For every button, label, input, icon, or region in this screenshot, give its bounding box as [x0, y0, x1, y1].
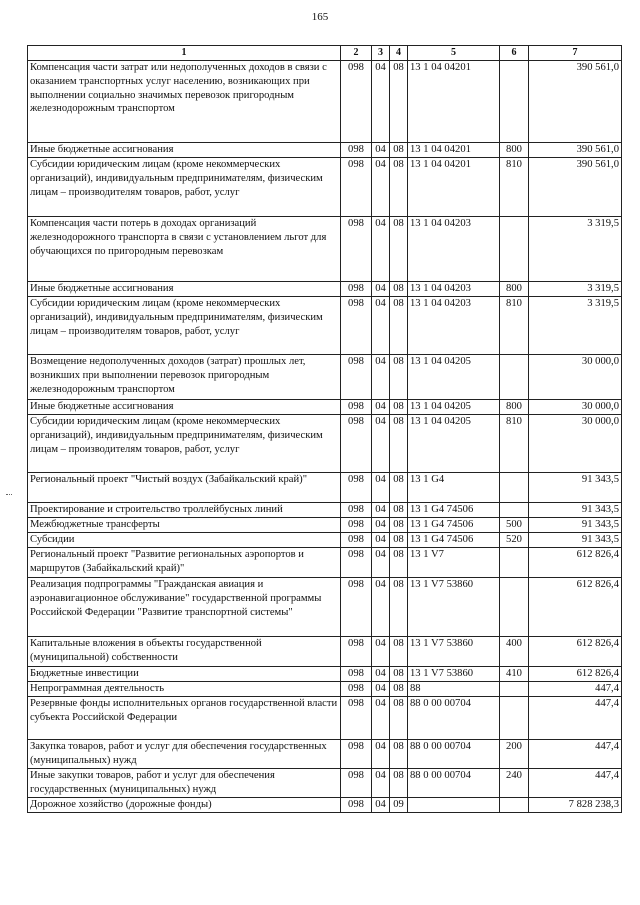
table-row	[28, 400, 622, 415]
col-4: 08	[390, 578, 408, 637]
col-5: 13 1 G4 74506	[408, 503, 500, 518]
col-2: 098	[341, 769, 372, 798]
col-3: 04	[372, 355, 390, 400]
col-7-amount: 91 343,5	[529, 503, 622, 518]
table-row	[28, 637, 622, 667]
col-7-amount: 447,4	[529, 697, 622, 740]
col-4: 08	[390, 61, 408, 143]
table-row	[28, 578, 622, 637]
col-6	[500, 217, 529, 282]
col-5: 13 1 04 04201	[408, 61, 500, 143]
col-7-amount: 3 319,5	[529, 282, 622, 297]
col-7-amount: 30 000,0	[529, 355, 622, 400]
col-7-amount: 7 828 238,3	[529, 798, 622, 813]
col-6	[500, 548, 529, 578]
col-6: 800	[500, 400, 529, 415]
col-4: 08	[390, 158, 408, 217]
col-6: 810	[500, 158, 529, 217]
col-4: 08	[390, 143, 408, 158]
col-7-amount: 30 000,0	[529, 400, 622, 415]
col-3: 04	[372, 798, 390, 813]
table-row	[28, 682, 622, 697]
col-3: 04	[372, 637, 390, 667]
row-name: Иные закупки товаров, работ и услуг для обеспечения государственных (муниципальных) нужд	[28, 769, 341, 798]
col-3: 04	[372, 415, 390, 473]
col-4: 08	[390, 355, 408, 400]
col-2: 098	[341, 158, 372, 217]
col-6: 240	[500, 769, 529, 798]
budget-table	[27, 45, 622, 813]
col-5: 13 1 G4 74506	[408, 518, 500, 533]
col-4: 08	[390, 548, 408, 578]
row-name: Субсидии юридическим лицам (кроме некоммерческих организаций), индивидуальным предпринимателям, физическим лицам – производителям товаров, работ, услуг	[28, 415, 341, 473]
col-5: 13 1 04 04203	[408, 217, 500, 282]
col-3: 04	[372, 297, 390, 355]
table-row	[28, 158, 622, 217]
table-row	[28, 503, 622, 518]
col-3: 04	[372, 400, 390, 415]
col-7-amount: 447,4	[529, 682, 622, 697]
table-row	[28, 415, 622, 473]
col-7-amount: 390 561,0	[529, 61, 622, 143]
table-row	[28, 61, 622, 143]
col-6: 810	[500, 415, 529, 473]
col-3: 04	[372, 158, 390, 217]
header-row	[28, 46, 622, 61]
col-2: 098	[341, 533, 372, 548]
col-2: 098	[341, 798, 372, 813]
col-3: 04	[372, 282, 390, 297]
row-name: Закупка товаров, работ и услуг для обеспечения государственных (муниципальных) нужд	[28, 740, 341, 769]
row-name: Бюджетные инвестиции	[28, 667, 341, 682]
col-5: 13 1 V7	[408, 548, 500, 578]
col-6	[500, 355, 529, 400]
col-2: 098	[341, 740, 372, 769]
col-4: 08	[390, 533, 408, 548]
col-6: 810	[500, 297, 529, 355]
col-4: 08	[390, 682, 408, 697]
col-6	[500, 61, 529, 143]
row-name: Иные бюджетные ассигнования	[28, 143, 341, 158]
col-5: 13 1 V7 53860	[408, 667, 500, 682]
col-6: 500	[500, 518, 529, 533]
col-2: 098	[341, 667, 372, 682]
row-name: Непрограммная деятельность	[28, 682, 341, 697]
col-6	[500, 697, 529, 740]
col-4: 08	[390, 697, 408, 740]
col-2: 098	[341, 682, 372, 697]
row-name: Субсидии юридическим лицам (кроме некоммерческих организаций), индивидуальным предпринимателям, физическим лицам – производителям товаров, работ, услуг	[28, 297, 341, 355]
table-row	[28, 533, 622, 548]
header-col-4: 4	[390, 46, 408, 61]
col-4: 08	[390, 400, 408, 415]
col-3: 04	[372, 533, 390, 548]
col-5: 13 1 G4	[408, 473, 500, 503]
page-number: 165	[311, 11, 329, 23]
row-name: Компенсация части потерь в доходах организаций железнодорожного транспорта в связи с установлением льгот для обучающихся по пригородным перевозкам	[28, 217, 341, 282]
col-7-amount: 91 343,5	[529, 533, 622, 548]
col-3: 04	[372, 740, 390, 769]
col-7-amount: 91 343,5	[529, 518, 622, 533]
col-2: 098	[341, 518, 372, 533]
col-4: 08	[390, 667, 408, 682]
col-5: 88 0 00 00704	[408, 740, 500, 769]
col-7-amount: 612 826,4	[529, 637, 622, 667]
table-row	[28, 473, 622, 503]
col-5: 13 1 04 04205	[408, 355, 500, 400]
table-row	[28, 217, 622, 282]
header-col-1: 1	[28, 46, 341, 61]
table-row	[28, 798, 622, 813]
header-col-2: 2	[341, 46, 372, 61]
col-4: 08	[390, 297, 408, 355]
col-6	[500, 473, 529, 503]
header-col-3: 3	[372, 46, 390, 61]
margin-mark	[6, 494, 12, 496]
table-row	[28, 697, 622, 740]
col-2: 098	[341, 143, 372, 158]
col-7-amount: 3 319,5	[529, 297, 622, 355]
col-2: 098	[341, 355, 372, 400]
col-3: 04	[372, 61, 390, 143]
col-3: 04	[372, 548, 390, 578]
row-name: Компенсация части затрат или недополученных доходов в связи с оказанием транспортных услуг населению, возникающих при выполнении социально значимых перевозок пригородным железнодорожным транспортом	[28, 61, 341, 143]
col-7-amount: 30 000,0	[529, 415, 622, 473]
col-2: 098	[341, 548, 372, 578]
col-3: 04	[372, 769, 390, 798]
col-2: 098	[341, 282, 372, 297]
col-7-amount: 447,4	[529, 769, 622, 798]
col-7-amount: 390 561,0	[529, 158, 622, 217]
col-2: 098	[341, 217, 372, 282]
col-3: 04	[372, 217, 390, 282]
table-row	[28, 297, 622, 355]
col-7-amount: 390 561,0	[529, 143, 622, 158]
col-2: 098	[341, 503, 372, 518]
col-3: 04	[372, 667, 390, 682]
col-5: 13 1 V7 53860	[408, 578, 500, 637]
table-row	[28, 548, 622, 578]
col-4: 08	[390, 473, 408, 503]
col-2: 098	[341, 473, 372, 503]
col-5: 13 1 G4 74506	[408, 533, 500, 548]
col-7-amount: 612 826,4	[529, 667, 622, 682]
table-row	[28, 518, 622, 533]
col-5: 13 1 04 04205	[408, 415, 500, 473]
row-name: Резервные фонды исполнительных органов государственной власти субъекта Российской Федерации	[28, 697, 341, 740]
table-body	[28, 61, 622, 813]
col-5	[408, 798, 500, 813]
col-6: 410	[500, 667, 529, 682]
row-name: Дорожное хозяйство (дорожные фонды)	[28, 798, 341, 813]
table-row	[28, 282, 622, 297]
col-5: 88 0 00 00704	[408, 697, 500, 740]
col-6: 800	[500, 143, 529, 158]
col-5: 13 1 04 04203	[408, 282, 500, 297]
col-3: 04	[372, 518, 390, 533]
header-col-7: 7	[529, 46, 622, 61]
row-name: Иные бюджетные ассигнования	[28, 400, 341, 415]
col-7-amount: 447,4	[529, 740, 622, 769]
col-5: 88	[408, 682, 500, 697]
col-5: 13 1 04 04203	[408, 297, 500, 355]
col-2: 098	[341, 61, 372, 143]
col-2: 098	[341, 400, 372, 415]
col-3: 04	[372, 143, 390, 158]
table-row	[28, 143, 622, 158]
col-5: 13 1 V7 53860	[408, 637, 500, 667]
col-5: 13 1 04 04205	[408, 400, 500, 415]
row-name: Капитальные вложения в объекты государственной (муниципальной) собственности	[28, 637, 341, 667]
col-2: 098	[341, 697, 372, 740]
row-name: Региональный проект "Развитие региональных аэропортов и маршрутов (Забайкальский край)"	[28, 548, 341, 578]
row-name: Иные бюджетные ассигнования	[28, 282, 341, 297]
col-6	[500, 682, 529, 697]
col-4: 08	[390, 518, 408, 533]
col-2: 098	[341, 637, 372, 667]
col-6: 200	[500, 740, 529, 769]
col-4: 08	[390, 637, 408, 667]
col-3: 04	[372, 473, 390, 503]
col-4: 08	[390, 415, 408, 473]
col-2: 098	[341, 297, 372, 355]
col-6	[500, 578, 529, 637]
col-5: 88 0 00 00704	[408, 769, 500, 798]
col-6: 800	[500, 282, 529, 297]
col-6	[500, 503, 529, 518]
col-6	[500, 798, 529, 813]
col-7-amount: 91 343,5	[529, 473, 622, 503]
col-3: 04	[372, 682, 390, 697]
col-4: 09	[390, 798, 408, 813]
col-4: 08	[390, 740, 408, 769]
col-4: 08	[390, 769, 408, 798]
row-name: Межбюджетные трансферты	[28, 518, 341, 533]
col-4: 08	[390, 282, 408, 297]
col-7-amount: 612 826,4	[529, 578, 622, 637]
row-name: Возмещение недополученных доходов (затрат) прошлых лет, возникших при выполнении перевозок пригородным железнодорожным транспортом	[28, 355, 341, 400]
table-row	[28, 355, 622, 400]
col-4: 08	[390, 503, 408, 518]
row-name: Проектирование и строительство троллейбусных линий	[28, 503, 341, 518]
header-col-6: 6	[500, 46, 529, 61]
col-3: 04	[372, 697, 390, 740]
row-name: Субсидии юридическим лицам (кроме некоммерческих организаций), индивидуальным предпринимателям, физическим лицам – производителям товаров, работ, услуг	[28, 158, 341, 217]
col-6: 400	[500, 637, 529, 667]
col-5: 13 1 04 04201	[408, 143, 500, 158]
col-3: 04	[372, 503, 390, 518]
header-col-5: 5	[408, 46, 500, 61]
col-2: 098	[341, 415, 372, 473]
col-2: 098	[341, 578, 372, 637]
col-5: 13 1 04 04201	[408, 158, 500, 217]
table-row	[28, 740, 622, 769]
row-name: Субсидии	[28, 533, 341, 548]
table-row	[28, 667, 622, 682]
col-6: 520	[500, 533, 529, 548]
col-7-amount: 612 826,4	[529, 548, 622, 578]
row-name: Региональный проект "Чистый воздух (Забайкальский край)"	[28, 473, 341, 503]
col-4: 08	[390, 217, 408, 282]
row-name: Реализация подпрограммы "Гражданская авиация и аэронавигационное обслуживание" государственной программы Российской Федерации "Развитие транспортной системы"	[28, 578, 341, 637]
col-7-amount: 3 319,5	[529, 217, 622, 282]
col-3: 04	[372, 578, 390, 637]
table-row	[28, 769, 622, 798]
